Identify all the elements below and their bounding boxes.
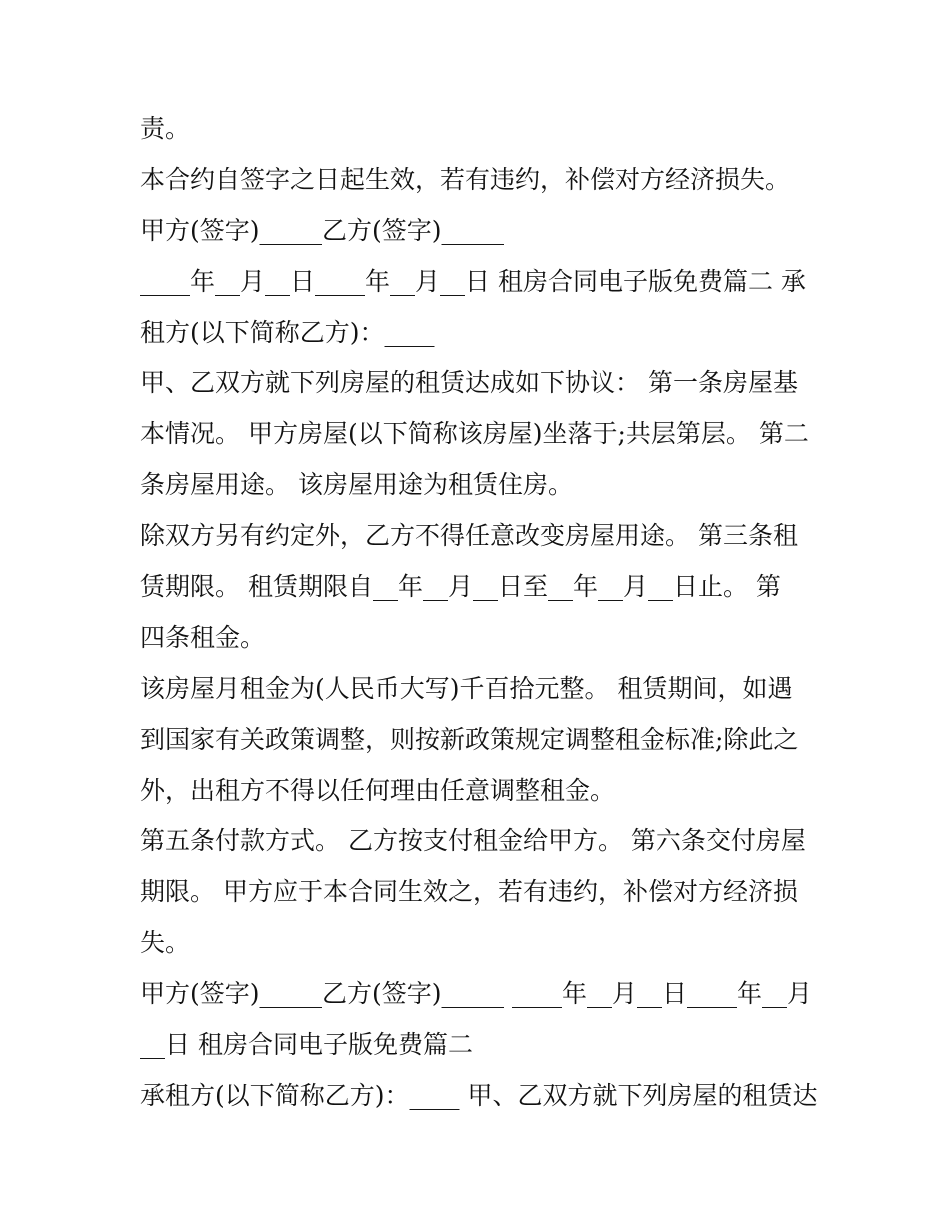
text-line: 承租方(以下简称乙方)：____ 甲、乙双方就下列房屋的租赁达 (140, 1080, 818, 1110)
text-line: 甲方(签字)_____乙方(签字)_____ (140, 215, 505, 245)
text-line: 除双方另有约定外，乙方不得任意改变房屋用途。 第三条租 (140, 521, 798, 551)
text-line: 条房屋用途。 该房屋用途为租赁住房。 (140, 470, 573, 500)
text-line: 租方(以下简称乙方)：____ (140, 317, 435, 347)
text-line: 到国家有关政策调整，则按新政策规定调整租金标准;除此之 (140, 724, 799, 754)
text-line: 本合约自签字之日起生效，若有违约，补偿对方经济损失。 (140, 164, 791, 194)
text-line: 第五条付款方式。 乙方按支付租金给甲方。 第六条交付房屋 (140, 826, 806, 856)
text-line: 责。 (140, 114, 191, 143)
text-line: 甲、乙双方就下列房屋的租赁达成如下协议： 第一条房屋基 (140, 368, 798, 398)
text-line: 赁期限。 租赁期限自__年__月__日至__年__月__日止。 第 (140, 572, 781, 602)
text-line: 本情况。 甲方房屋(以下简称该房屋)坐落于;共层第层。 第二 (140, 419, 809, 449)
text-line: 甲方(签字)_____乙方(签字)_____ ____年__月__日____年__月 (140, 979, 812, 1009)
contract-text (140, 104, 820, 1122)
text-line: 外，出租方不得以任何理由任意调整租金。 (140, 775, 616, 805)
text-line: ____年__月__日____年__月__日 租房合同电子版免费篇二 承 (140, 266, 806, 296)
text-line: 该房屋月租金为(人民币大写)千百拾元整。 租赁期间，如遇 (140, 673, 793, 703)
text-line: 失。 (140, 928, 191, 958)
text-line: 期限。 甲方应于本合同生效之，若有违约，补偿对方经济损 (140, 877, 798, 907)
text-line: 四条租金。 (140, 622, 266, 652)
text-line: __日 租房合同电子版免费篇二 (140, 1030, 473, 1060)
